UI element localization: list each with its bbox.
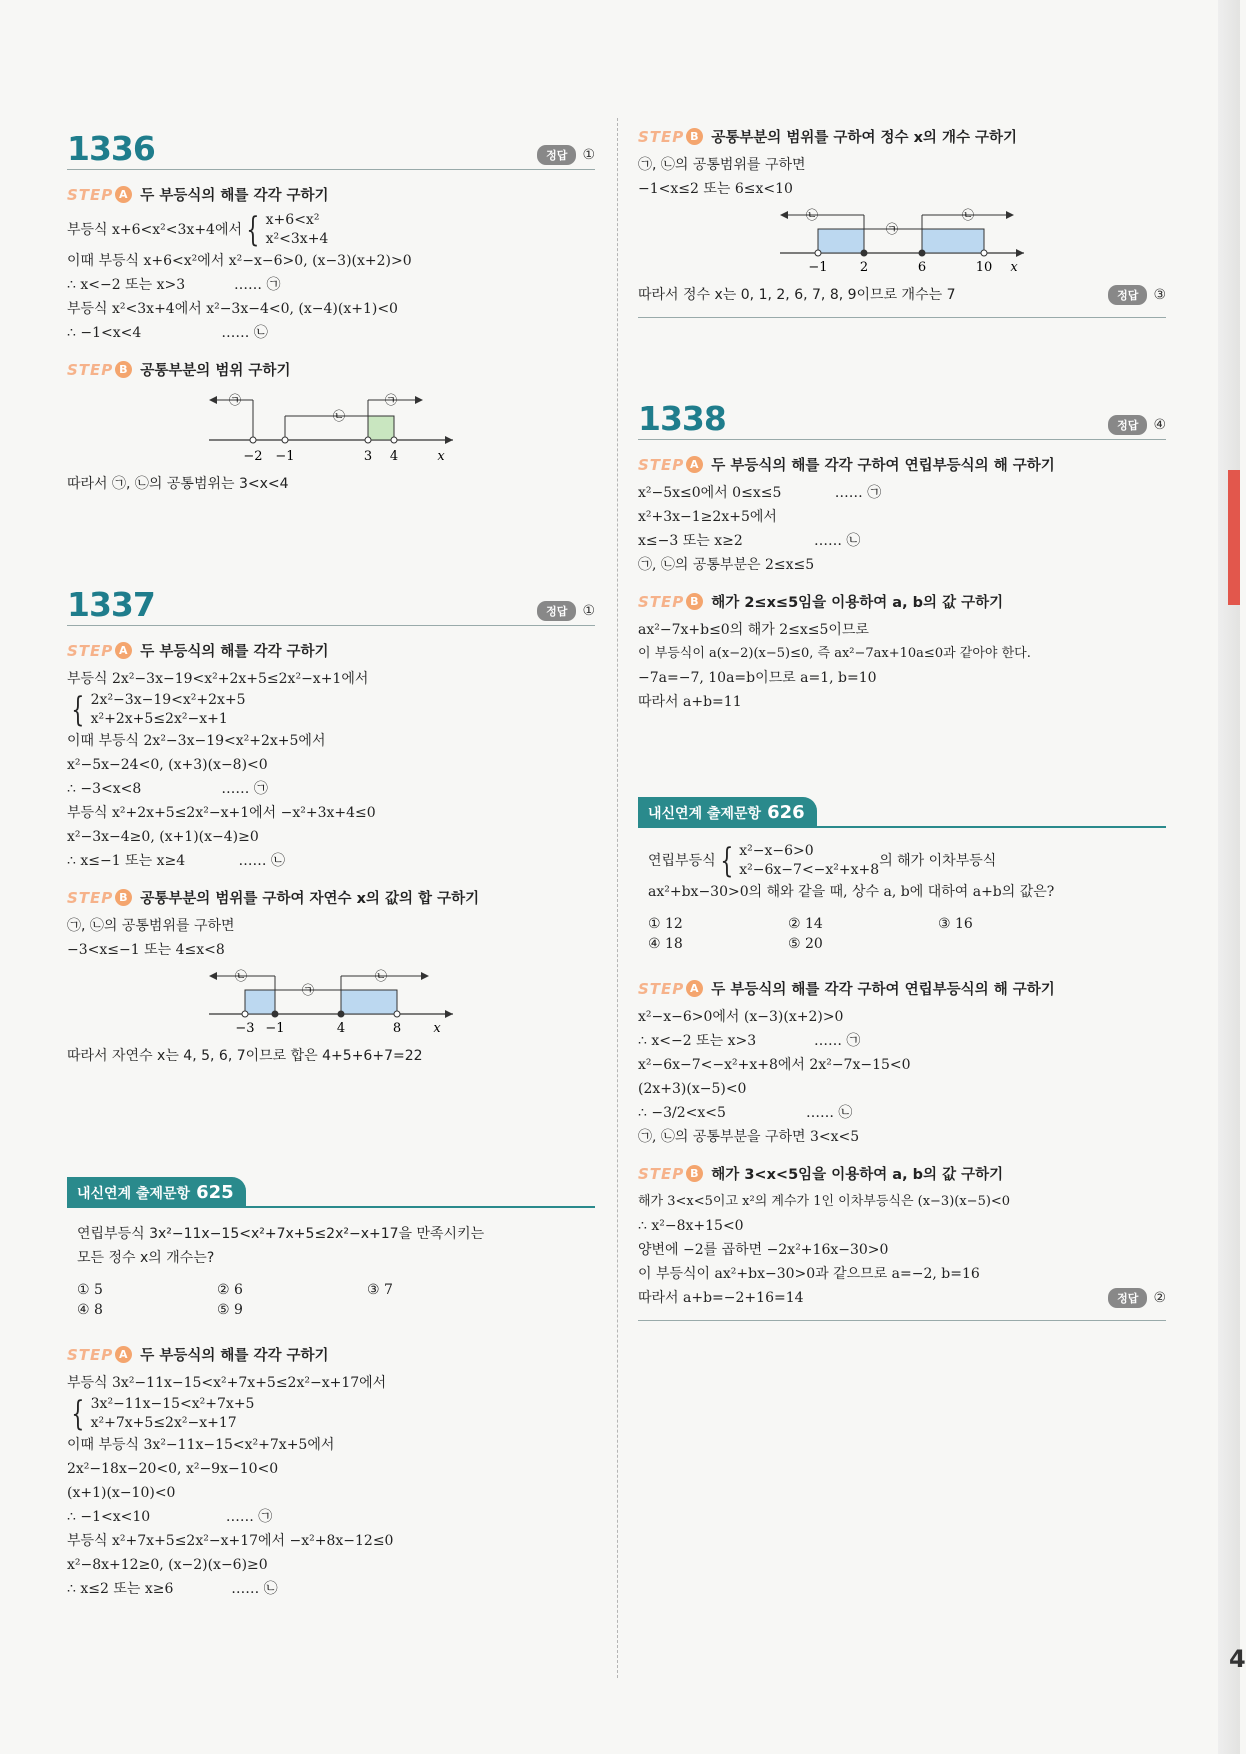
nl-label: 4	[389, 449, 399, 464]
solution-lines	[638, 618, 1166, 714]
nl-label: −3	[235, 1021, 255, 1036]
case-line: x²−x−6>0	[739, 843, 814, 859]
naesin-tag: 내신연계 출제문항 625	[67, 1177, 246, 1208]
nl-tag: ㉠	[885, 222, 899, 236]
answer	[1108, 285, 1166, 305]
answer-badge: 정답	[1108, 285, 1147, 305]
solution-line: 2x²−18x−20<0, x²−9x−10<0	[67, 1461, 279, 1477]
solution-lines	[638, 1190, 1166, 1286]
case-line: x²−6x−7<−x²+x+8	[739, 862, 880, 878]
nl-tag: ㉡	[961, 208, 975, 222]
solution-line: 이때 부등식 2x²−3x−19<x²+2x+5에서	[67, 733, 326, 749]
page-number: 4	[1229, 1645, 1246, 1673]
case-line: 3x²−11x−15<x²+7x+5	[90, 1396, 255, 1412]
solution-line: ax²−7x+b≤0의 해가 2≤x≤5이므로	[638, 622, 869, 638]
column-divider	[617, 118, 618, 1678]
solution-line: x²−3x−4≥0, (x+1)(x−4)≥0	[67, 829, 259, 845]
nl-label: −1	[275, 449, 295, 464]
step-a	[67, 184, 595, 205]
number-line-diagram	[201, 970, 461, 1040]
solution-line: ∴ −3/2<x<5 …… ㉡	[638, 1105, 853, 1121]
nl-tag: ㉠	[301, 983, 315, 997]
case-line: 2x²−3x−19<x²+2x+5	[90, 692, 246, 708]
step-tag: STEP B	[67, 361, 132, 379]
choice[interactable]: ④ 8	[77, 1302, 103, 1318]
number-line-diagram	[772, 209, 1032, 279]
solution-line: x²−5x≤0에서 0≤x≤5 …… ㉠	[638, 485, 882, 501]
answer-value: ①	[582, 147, 595, 163]
step-title: 해가 2≤x≤5임을 이용하여 a, b의 값 구하기	[711, 595, 1004, 611]
solution-line: 부등식 x²<3x+4에서 x²−3x−4<0, (x−4)(x+1)<0	[67, 301, 398, 317]
nl-tag: ㉡	[805, 208, 819, 222]
step-a	[638, 454, 1166, 475]
solution-line: −3<x≤−1 또는 4≤x<8	[67, 942, 225, 958]
choice[interactable]: ④ 18	[648, 936, 683, 952]
solution-line: (x+1)(x−10)<0	[67, 1485, 176, 1501]
case-block	[648, 842, 1156, 880]
step-title: 두 부등식의 해를 각각 구하여 연립부등식의 해 구하기	[711, 982, 1055, 998]
solution-line: (2x+3)(x−5)<0	[638, 1081, 747, 1097]
solution-line: 부등식 x+6<x²<3x+4에서	[67, 222, 243, 238]
step-tag: STEP B	[638, 593, 703, 611]
question-line: ax²+bx−30>0의 해와 같을 때, 상수 a, b에 대하여 a+b의 값은?	[648, 884, 1055, 900]
step-a	[638, 978, 1166, 999]
problem-number: 1336	[67, 129, 155, 168]
step-b	[638, 1163, 1166, 1184]
step-tag: STEP A	[67, 642, 132, 660]
nl-label: 2	[859, 260, 869, 275]
step-b	[67, 359, 595, 380]
answer	[1108, 415, 1166, 435]
step-title: 두 부등식의 해를 각각 구하기	[140, 644, 329, 660]
solution-line: −1<x≤2 또는 6≤x<10	[638, 181, 793, 197]
brace-icon: {	[246, 210, 260, 250]
answer	[537, 601, 595, 621]
nl-label: 10	[975, 260, 993, 275]
solution-line: 양변에 −2를 곱하면 −2x²+16x−30>0	[638, 1242, 889, 1258]
step-title: 공통부분의 범위를 구하여 자연수 x의 값의 합 구하기	[140, 891, 480, 907]
brace-icon: {	[71, 1394, 85, 1434]
case-block	[67, 211, 595, 249]
solution-line: ∴ x<−2 또는 x>3 …… ㉠	[67, 277, 281, 293]
solution-line: ∴ x≤−1 또는 x≥4 …… ㉡	[67, 853, 285, 869]
solution-line: 이때 부등식 3x²−11x−15<x²+7x+5에서	[67, 1437, 335, 1453]
number-line-diagram	[201, 388, 461, 468]
nl-label: 3	[363, 449, 373, 464]
step-tag: STEP B	[67, 889, 132, 907]
step-tag: STEP A	[638, 456, 703, 474]
page-edge	[1218, 0, 1240, 1754]
nl-label: 8	[392, 1021, 402, 1036]
step-tag: STEP A	[67, 186, 132, 204]
question-line: 연립부등식	[648, 853, 716, 869]
step-tag: STEP A	[67, 1346, 132, 1364]
answer-badge: 정답	[1108, 1288, 1147, 1308]
answer-badge: 정답	[537, 601, 576, 621]
step-title: 공통부분의 범위를 구하여 정수 x의 개수 구하기	[711, 130, 1018, 146]
solution-line: 해가 3<x<5이고 x²의 계수가 1인 이차부등식은 (x−3)(x−5)<0	[638, 1194, 1011, 1209]
solution-line: ㉠, ㉡의 공통부분은 2≤x≤5	[638, 557, 815, 573]
naesin-625	[67, 1158, 595, 1601]
solution-line: x²−8x+12≥0, (x−2)(x−6)≥0	[67, 1557, 268, 1573]
solution-line: ∴ −1<x<4 …… ㉡	[67, 325, 268, 341]
choice[interactable]: ③ 16	[938, 916, 973, 932]
step-title: 해가 3<x<5임을 이용하여 a, b의 값 구하기	[711, 1167, 1004, 1183]
step-tag: STEP B	[638, 1165, 703, 1183]
naesin-625-continued	[638, 126, 1166, 318]
solution-line: ∴ −3<x<8 …… ㉠	[67, 781, 268, 797]
answer-value: ④	[1153, 417, 1166, 433]
solution-lines	[67, 914, 595, 962]
solution-line: x²−6x−7<−x²+x+8에서 2x²−7x−15<0	[638, 1057, 911, 1073]
step-title: 두 부등식의 해를 각각 구하여 연립부등식의 해 구하기	[711, 458, 1055, 474]
solution-lines	[67, 1371, 595, 1601]
nl-tag: ㉡	[234, 969, 248, 983]
nl-label: x	[1010, 260, 1018, 275]
solution-line: 부등식 x²+2x+5≤2x²−x+1에서 −x²+3x+4≤0	[67, 805, 376, 821]
solution-line: 부등식 x²+7x+5≤2x²−x+17에서 −x²+8x−12≤0	[67, 1533, 394, 1549]
choice[interactable]: ① 12	[648, 916, 683, 932]
solution-line: ㉠, ㉡의 공통범위를 구하면	[638, 157, 806, 173]
step-b	[638, 591, 1166, 612]
question-line: 연립부등식 3x²−11x−15<x²+7x+5≤2x²−x+17을 만족시키는	[77, 1226, 485, 1242]
solution-line: ㉠, ㉡의 공통부분을 구하면 3<x<5	[638, 1129, 860, 1145]
naesin-tag: 내신연계 출제문항 626	[638, 797, 817, 828]
conclusion: 따라서 정수 x는 0, 1, 2, 6, 7, 8, 9이므로 개수는 7	[638, 287, 956, 303]
choice[interactable]: ② 14	[788, 916, 823, 932]
problem-header	[67, 124, 595, 170]
answer-value: ①	[582, 603, 595, 619]
solution-line: 이때 부등식 x+6<x²에서 x²−x−6>0, (x−3)(x+2)>0	[67, 253, 412, 269]
solution-line: x²−5x−24<0, (x+3)(x−8)<0	[67, 757, 268, 773]
solution-line: −7a=−7, 10a=b이므로 a=1, b=10	[638, 670, 877, 686]
nl-label: x	[433, 1021, 441, 1036]
solution-lines	[67, 667, 595, 873]
problem-header	[67, 580, 595, 626]
naesin-626	[638, 778, 1166, 1321]
solution-line: ∴ x²−8x+15<0	[638, 1218, 744, 1234]
step-title: 두 부등식의 해를 각각 구하기	[140, 188, 329, 204]
step-b	[67, 887, 595, 908]
solution-lines	[638, 153, 1166, 201]
answer-value: ②	[1153, 1290, 1166, 1306]
nl-tag: ㉠	[384, 393, 398, 407]
question-body	[67, 1208, 595, 1318]
case-line: x+6<x²	[265, 212, 320, 228]
choice[interactable]: ③ 7	[367, 1282, 393, 1298]
problem-1338	[638, 394, 1166, 714]
choices	[648, 916, 1156, 952]
choices	[77, 1282, 585, 1318]
solution-line: 따라서 a+b=11	[638, 694, 742, 710]
step-a	[67, 640, 595, 661]
choice[interactable]: ⑤ 9	[217, 1302, 243, 1318]
problem-1336	[67, 124, 595, 496]
problem-number: 1338	[638, 399, 726, 438]
solution-lines	[67, 211, 595, 345]
answer	[537, 145, 595, 165]
nl-tag: ㉡	[332, 409, 346, 423]
solution-line: ∴ x<−2 또는 x>3 …… ㉠	[638, 1033, 861, 1049]
answer-badge: 정답	[537, 145, 576, 165]
answer	[1108, 1288, 1166, 1308]
case-line: x²<3x+4	[265, 231, 329, 247]
step-title: 공통부분의 범위 구하기	[140, 363, 291, 379]
nl-tag: ㉠	[228, 393, 242, 407]
conclusion: 따라서 자연수 x는 4, 5, 6, 7이므로 합은 4+5+6+7=22	[67, 1048, 423, 1064]
case-line: x²+2x+5≤2x²−x+1	[90, 711, 228, 727]
brace-icon: {	[719, 841, 733, 881]
nl-tag: ㉡	[374, 969, 388, 983]
step-tag: STEP B	[638, 128, 703, 146]
nl-label: 4	[336, 1021, 346, 1036]
solution-line: 이 부등식이 a(x−2)(x−5)≤0, 즉 ax²−7ax+10a≤0과 같아야 한다.	[638, 646, 1031, 661]
solution-line: 이 부등식이 ax²+bx−30>0과 같으므로 a=−2, b=16	[638, 1266, 980, 1282]
conclusion: 따라서 ㉠, ㉡의 공통범위는 3<x<4	[67, 476, 289, 492]
nl-label: −2	[243, 449, 263, 464]
solution-line: ∴ x≤2 또는 x≥6 …… ㉡	[67, 1581, 278, 1597]
solution-line: x≤−3 또는 x≥2 …… ㉡	[638, 533, 861, 549]
nl-label: x	[437, 449, 445, 464]
section-end	[638, 283, 1166, 318]
solution-line: 부등식 2x²−3x−19<x²+2x+5≤2x²−x+1에서	[67, 671, 369, 687]
nl-label: 6	[917, 260, 927, 275]
problem-header	[638, 394, 1166, 440]
answer-value: ③	[1153, 287, 1166, 303]
brace-icon: {	[71, 690, 85, 730]
step-title: 두 부등식의 해를 각각 구하기	[140, 1348, 329, 1364]
solution-lines	[638, 481, 1166, 577]
nl-label: −1	[265, 1021, 285, 1036]
case-block	[67, 1395, 595, 1433]
solution-line: 부등식 3x²−11x−15<x²+7x+5≤2x²−x+17에서	[67, 1375, 387, 1391]
problem-1337	[67, 580, 595, 1068]
solution-lines	[638, 1005, 1166, 1149]
step-tag: STEP A	[638, 980, 703, 998]
solution-line: x²−x−6>0에서 (x−3)(x+2)>0	[638, 1009, 844, 1025]
case-block	[67, 691, 595, 729]
naesin-header	[67, 1178, 595, 1208]
question-body	[638, 828, 1166, 952]
side-tab	[1228, 470, 1240, 605]
nl-label: −1	[808, 260, 828, 275]
solution-line: ㉠, ㉡의 공통범위를 구하면	[67, 918, 235, 934]
question-line: 의 해가 이차부등식	[879, 853, 997, 869]
naesin-header	[638, 798, 1166, 828]
choice[interactable]: ⑤ 20	[788, 936, 823, 952]
case-line: x²+7x+5≤2x²−x+17	[90, 1415, 237, 1431]
answer-badge: 정답	[1108, 415, 1147, 435]
solution-line: ∴ −1<x<10 …… ㉠	[67, 1509, 273, 1525]
choice[interactable]: ① 5	[77, 1282, 103, 1298]
question-line: 모든 정수 x의 개수는?	[77, 1250, 215, 1266]
conclusion: 따라서 a+b=−2+16=14	[638, 1290, 804, 1306]
choice[interactable]: ② 6	[217, 1282, 243, 1298]
step-b	[638, 126, 1166, 147]
solution-line: x²+3x−1≥2x+5에서	[638, 509, 777, 525]
step-a	[67, 1344, 595, 1365]
section-end	[638, 1286, 1166, 1321]
problem-number: 1337	[67, 585, 155, 624]
